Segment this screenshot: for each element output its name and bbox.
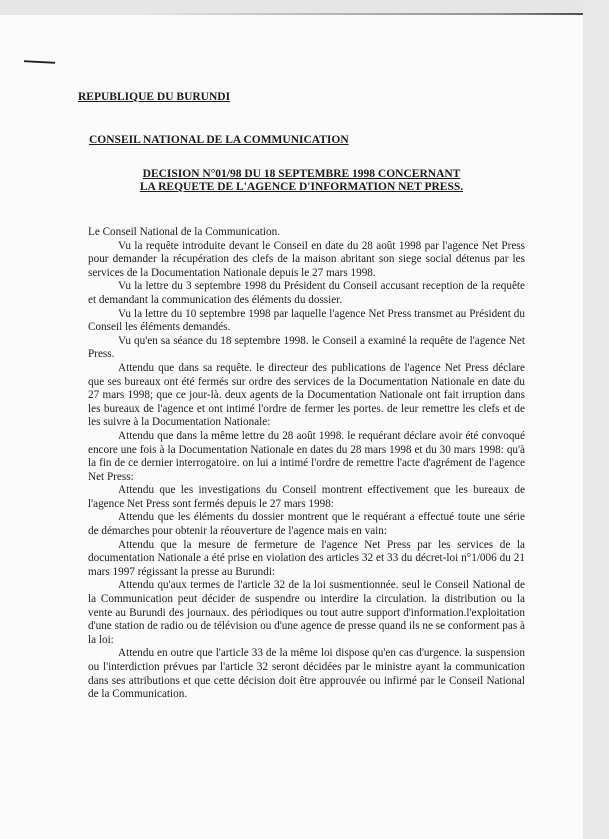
decision-title-line-1: DECISION N°01/98 DU 18 SEPTEMBRE 1998 CONCERNANT [142, 168, 461, 180]
paragraph: Attendu que les éléments du dossier montrent que le requérant a effectué toute une série de démarches pour obtenir la réouverture de l'agence mais en vain: [88, 511, 525, 538]
paragraph: Vu la requête introduite devant le Conseil en date du 28 août 1998 par l'agence Net Press pour demander la récupération des clefs de la maison abritant son siege social détenus par les services de la Documentation Nationale depuis le 27 mars 1998. [88, 239, 525, 279]
country-heading: REPUBLIQUE DU BURUNDI [78, 91, 231, 103]
paragraph: Vu qu'en sa séance du 18 septembre 1998. le Conseil a examiné la requête de l'agence Net Press. [88, 334, 525, 361]
paragraph: Attendu que dans sa requête. le directeur des publications de l'agence Net Press déclare que ses bureaux ont été fermés sur ordre des services de la Documentation Nationale en date du 27 mars 1998; que ce jour-là. deux agents de la Documentation Nationale ont fait irruption dans les bureaux de l'agence et ont intimé l'ordre de fermer les portes. de leur remettre les clefs et de les suivre à la Documentation Nationale: [88, 361, 525, 429]
paragraph: Attendu qu'aux termes de l'article 32 de la loi susmentionnée. seul le Conseil National de la Communication peut décider de suspendre ou interdire la circulation. la distribution ou la vente au Burundi des journaux. des périodiques ou tout autre support d'information.l'exploitation d'une station de radio ou de télévision ou d'une agence de presse quand ils ne se conforment pas à la loi: [88, 579, 525, 646]
paragraph: Attendu que les investigations du Conseil montrent effectivement que les bureaux de l'agence Net Press sont fermés depuis le 27 mars 1998: [88, 484, 525, 510]
institution-heading: CONSEIL NATIONAL DE LA COMMUNICATION [89, 134, 349, 146]
decision-title-line-2: LA REQUETE DE L'AGENCE D'INFORMATION NET PRESS. [139, 181, 464, 193]
paragraph: Vu la lettre du 10 septembre 1998 par laquelle l'agence Net Press transmet au Président du Conseil les éléments demandés. [88, 307, 525, 334]
document-body [88, 226, 525, 702]
decision-title [0, 168, 609, 194]
paragraph: Attendu que la mesure de fermeture de l'agence Net Press par les services de la documentation Nationale a été prise en violation des articles 32 et 33 du décret-loi n°1/006 du 21 mars 1997 régissant la presse au Burundi: [88, 538, 525, 578]
paragraph: Vu la lettre du 3 septembre 1998 du Président du Conseil accusant reception de la requête et demandant la communication des éléments du dossier. [88, 280, 525, 306]
paragraph: Attendu que dans la même lettre du 28 août 1998. le requérant déclare avoir été convoqué encore une fois à la Documentation Nationale en dates du 28 mars 1998 et du 30 mars 1998: qu'à la fin de ce dernier interrogatoire. on lui a intimé l'ordre de remettre l'acte d'agrément de l'agence Net Press: [88, 429, 525, 483]
opening-line: Le Conseil National de la Communication. [88, 226, 281, 238]
scan-margin [583, 0, 609, 839]
paragraph: Attendu en outre que l'article 33 de la même loi dispose qu'en cas d'urgence. la suspension ou l'interdiction prévues par l'article 32 seront décidées par le ministre ayant la communication dans ses attributions et que cette décision doit être approuvée ou infirmé par le Conseil National de la Communication. [88, 647, 525, 701]
